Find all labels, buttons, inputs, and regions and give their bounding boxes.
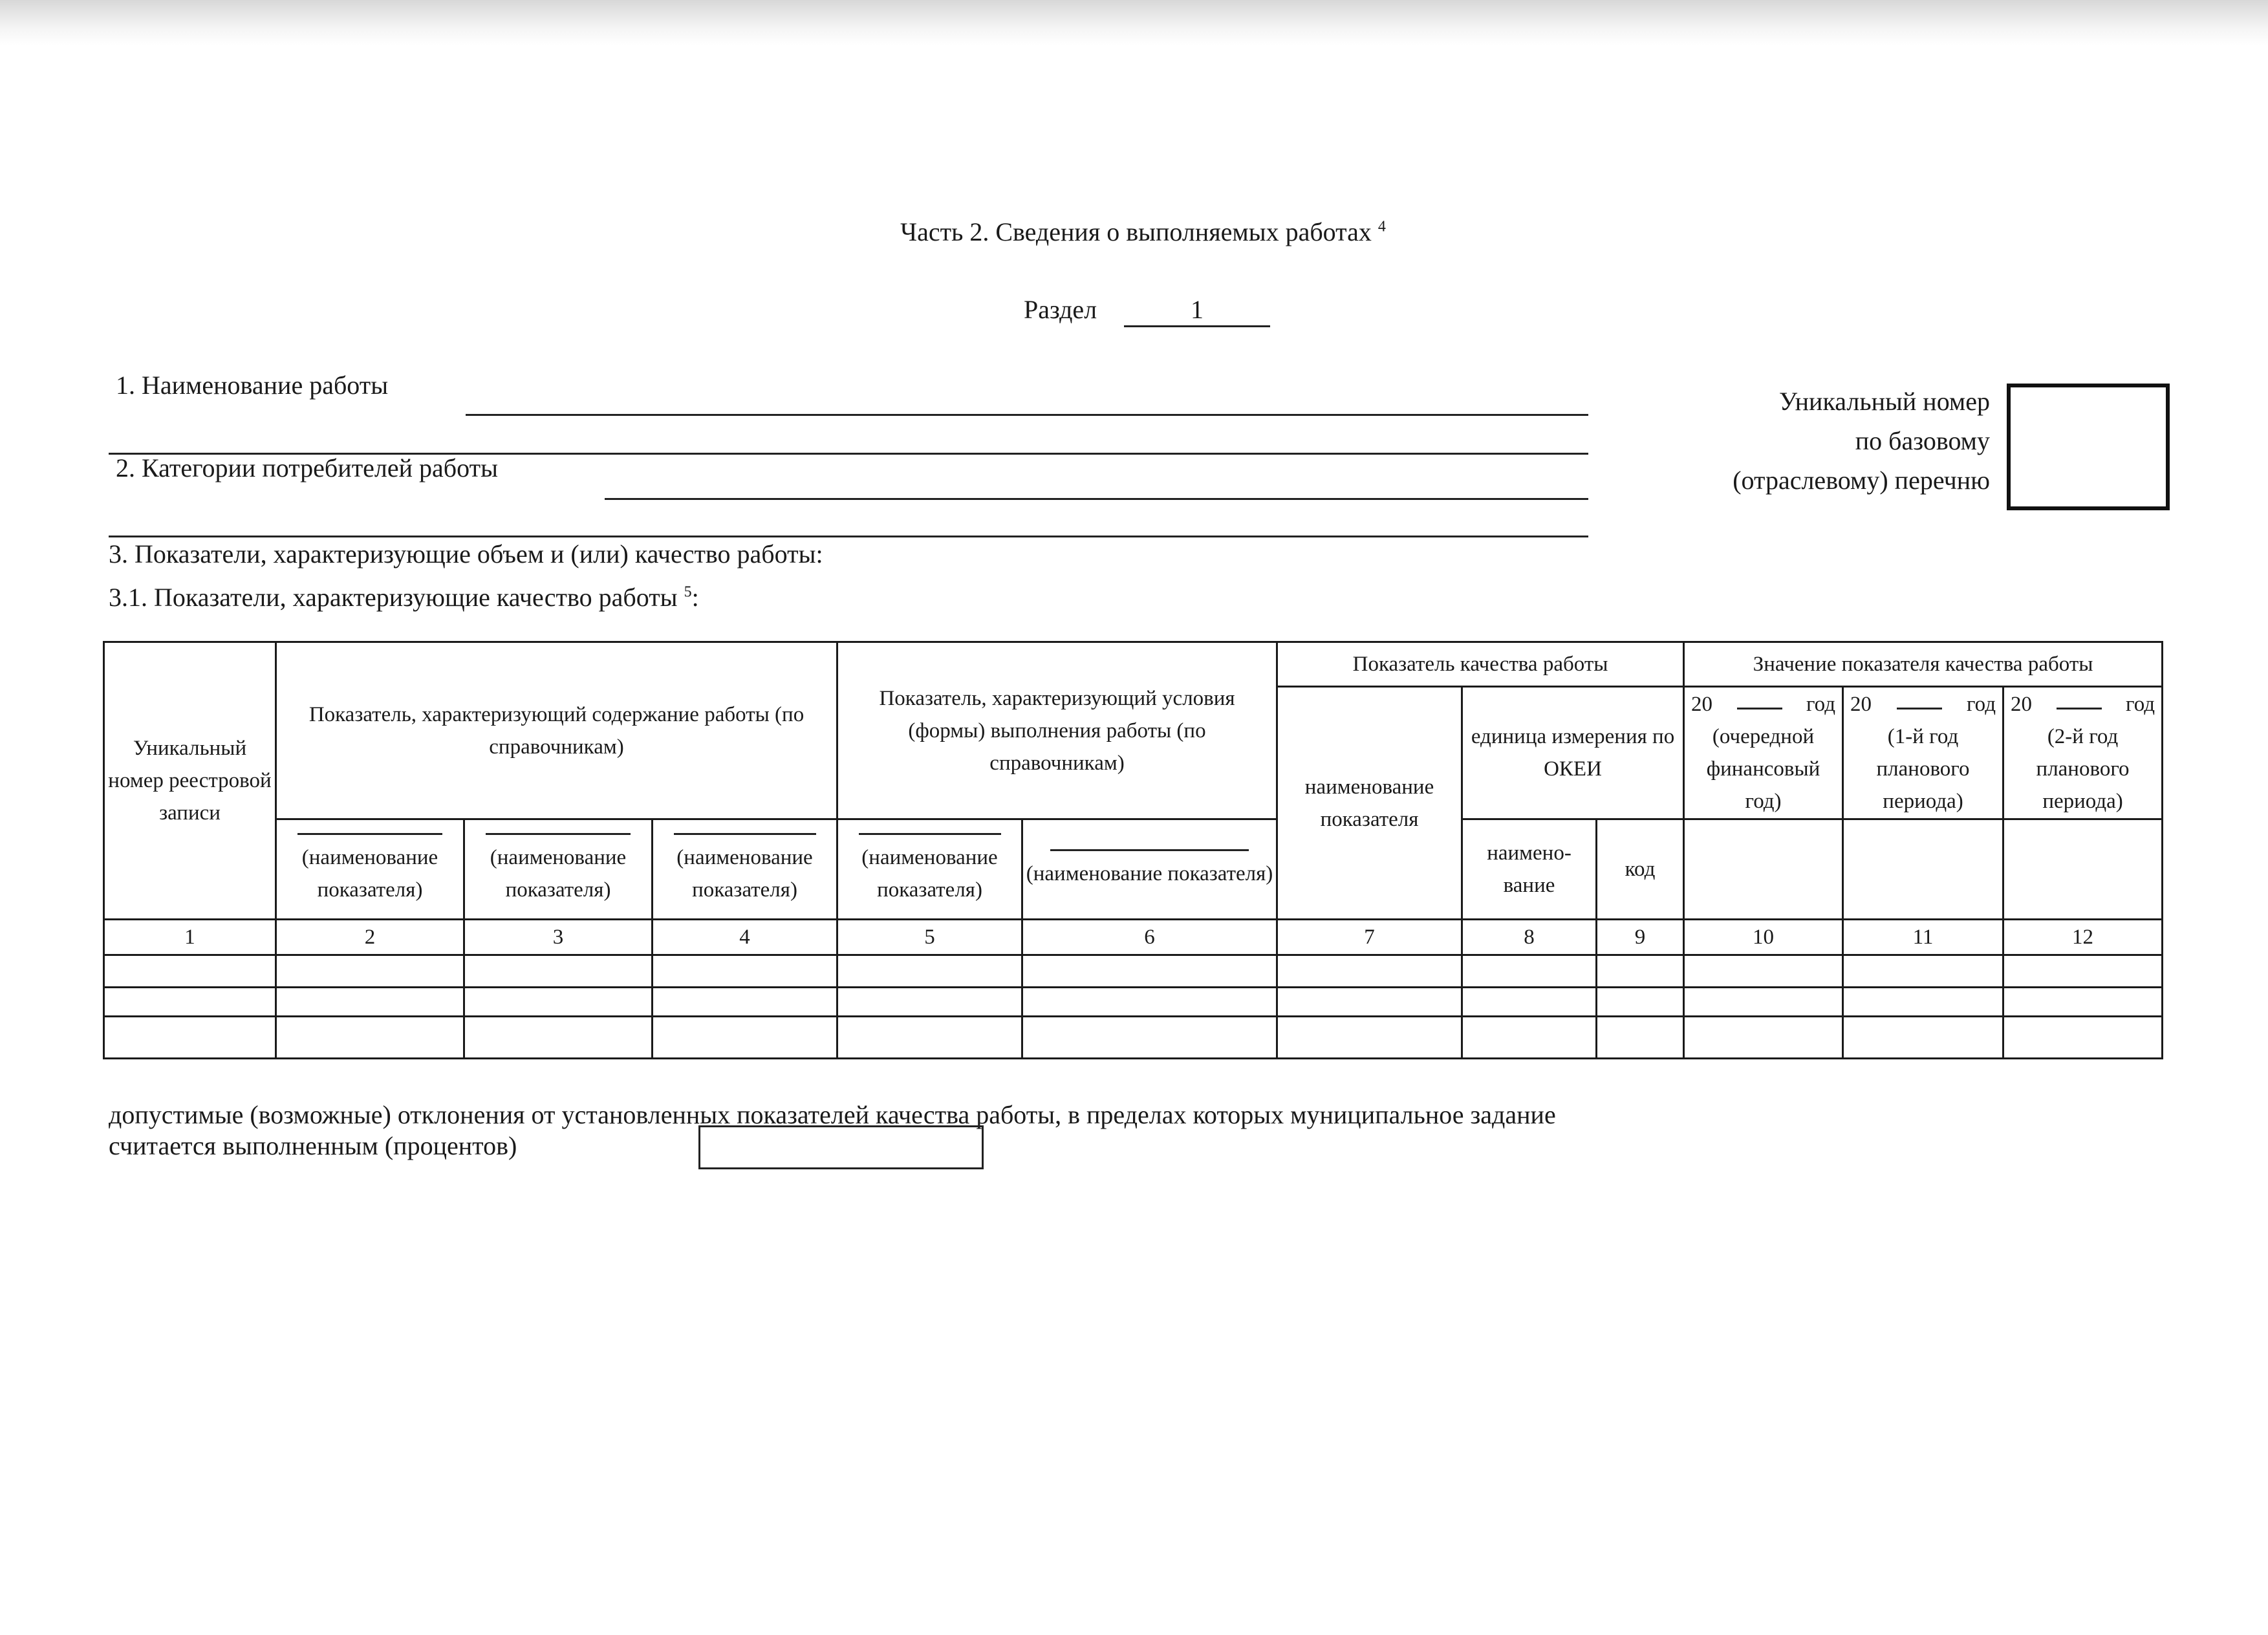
col-number: 3 xyxy=(464,920,653,955)
col-unique-number: Уникальный номер реестровой записи xyxy=(104,642,276,920)
col-number: 6 xyxy=(1022,920,1277,955)
col-number: 1 xyxy=(104,920,276,955)
col-number: 7 xyxy=(1277,920,1462,955)
year3-blank[interactable] xyxy=(2057,688,2102,709)
col-number: 12 xyxy=(2003,920,2163,955)
condition-indicator-2: (наименование показателя) xyxy=(1022,819,1277,920)
deviation-percent-box[interactable] xyxy=(698,1125,984,1169)
col-number: 8 xyxy=(1462,920,1597,955)
col-number: 9 xyxy=(1597,920,1684,955)
scan-edge xyxy=(0,0,2268,45)
quality-table xyxy=(103,641,2163,1059)
table-row[interactable] xyxy=(104,955,2163,988)
unit-code-header: код xyxy=(1597,819,1684,920)
table-row[interactable] xyxy=(104,1017,2163,1059)
value-cell[interactable] xyxy=(1843,819,2003,920)
work-name-label: 1. Наименование работы xyxy=(116,371,389,400)
column-numbers-row xyxy=(104,920,2163,955)
content-indicator-1: (наименование показателя) xyxy=(276,819,464,920)
deviation-text-2: считается выполненным (процентов) xyxy=(109,1131,517,1160)
page-title: Часть 2. Сведения о выполняемых работах $^4$ xyxy=(900,217,1386,246)
col-number: 10 xyxy=(1684,920,1843,955)
quality-heading: 3.1. Показатели, характеризующие качество работы $^5$: xyxy=(109,583,699,612)
unit-header: единица измерения по ОКЕИ xyxy=(1462,687,1684,819)
content-indicator-2: (наименование показателя) xyxy=(464,819,653,920)
col-number: 11 xyxy=(1843,920,2003,955)
conditions-group-header: Показатель, характеризующий условия (формы) выполнения работы (по справочникам) xyxy=(837,642,1277,819)
col-number: 4 xyxy=(653,920,837,955)
unique-number-label: Уникальный номер по базовому (отраслевому) перечню xyxy=(1733,387,1990,495)
year3-header: 20 год (2-й год планового периода) xyxy=(2003,687,2163,819)
condition-indicator-1: (наименование показателя) xyxy=(837,819,1022,920)
year2-blank[interactable] xyxy=(1897,688,1942,709)
table-row[interactable] xyxy=(104,988,2163,1017)
indicator-name-header: наименование показателя xyxy=(1277,687,1462,920)
consumers-line-2[interactable] xyxy=(109,536,1588,537)
quality-group-header: Показатель качества работы xyxy=(1277,642,1684,687)
section-label: Раздел xyxy=(1024,295,1097,324)
unit-name-header: наимено-вание xyxy=(1462,819,1597,920)
indicators-heading: 3. Показатели, характеризующие объем и (или) качество работы: xyxy=(109,539,823,568)
col-number: 2 xyxy=(276,920,464,955)
year1-header: 20 год (очередной финансовый год) xyxy=(1684,687,1843,819)
consumers-label: 2. Категории потребителей работы xyxy=(116,453,498,482)
consumers-line[interactable] xyxy=(605,498,1588,500)
year1-blank[interactable] xyxy=(1737,688,1782,709)
section-number: 1 xyxy=(1124,294,1270,327)
value-cell[interactable] xyxy=(1684,819,1843,920)
col-number: 5 xyxy=(837,920,1022,955)
year2-header: 20 год (1-й год планового периода) xyxy=(1843,687,2003,819)
content-group-header: Показатель, характеризующий содержание работы (по справочникам) xyxy=(276,642,837,819)
work-name-line[interactable] xyxy=(466,414,1588,416)
value-cell[interactable] xyxy=(2003,819,2163,920)
value-group-header: Значение показателя качества работы xyxy=(1684,642,2163,687)
content-indicator-3: (наименование показателя) xyxy=(653,819,837,920)
unique-number-box[interactable] xyxy=(2007,384,2170,510)
deviation-text-1: допустимые (возможные) отклонения от установленных показателей качества работы, в пределах которых муниципальное задание xyxy=(109,1100,1556,1129)
